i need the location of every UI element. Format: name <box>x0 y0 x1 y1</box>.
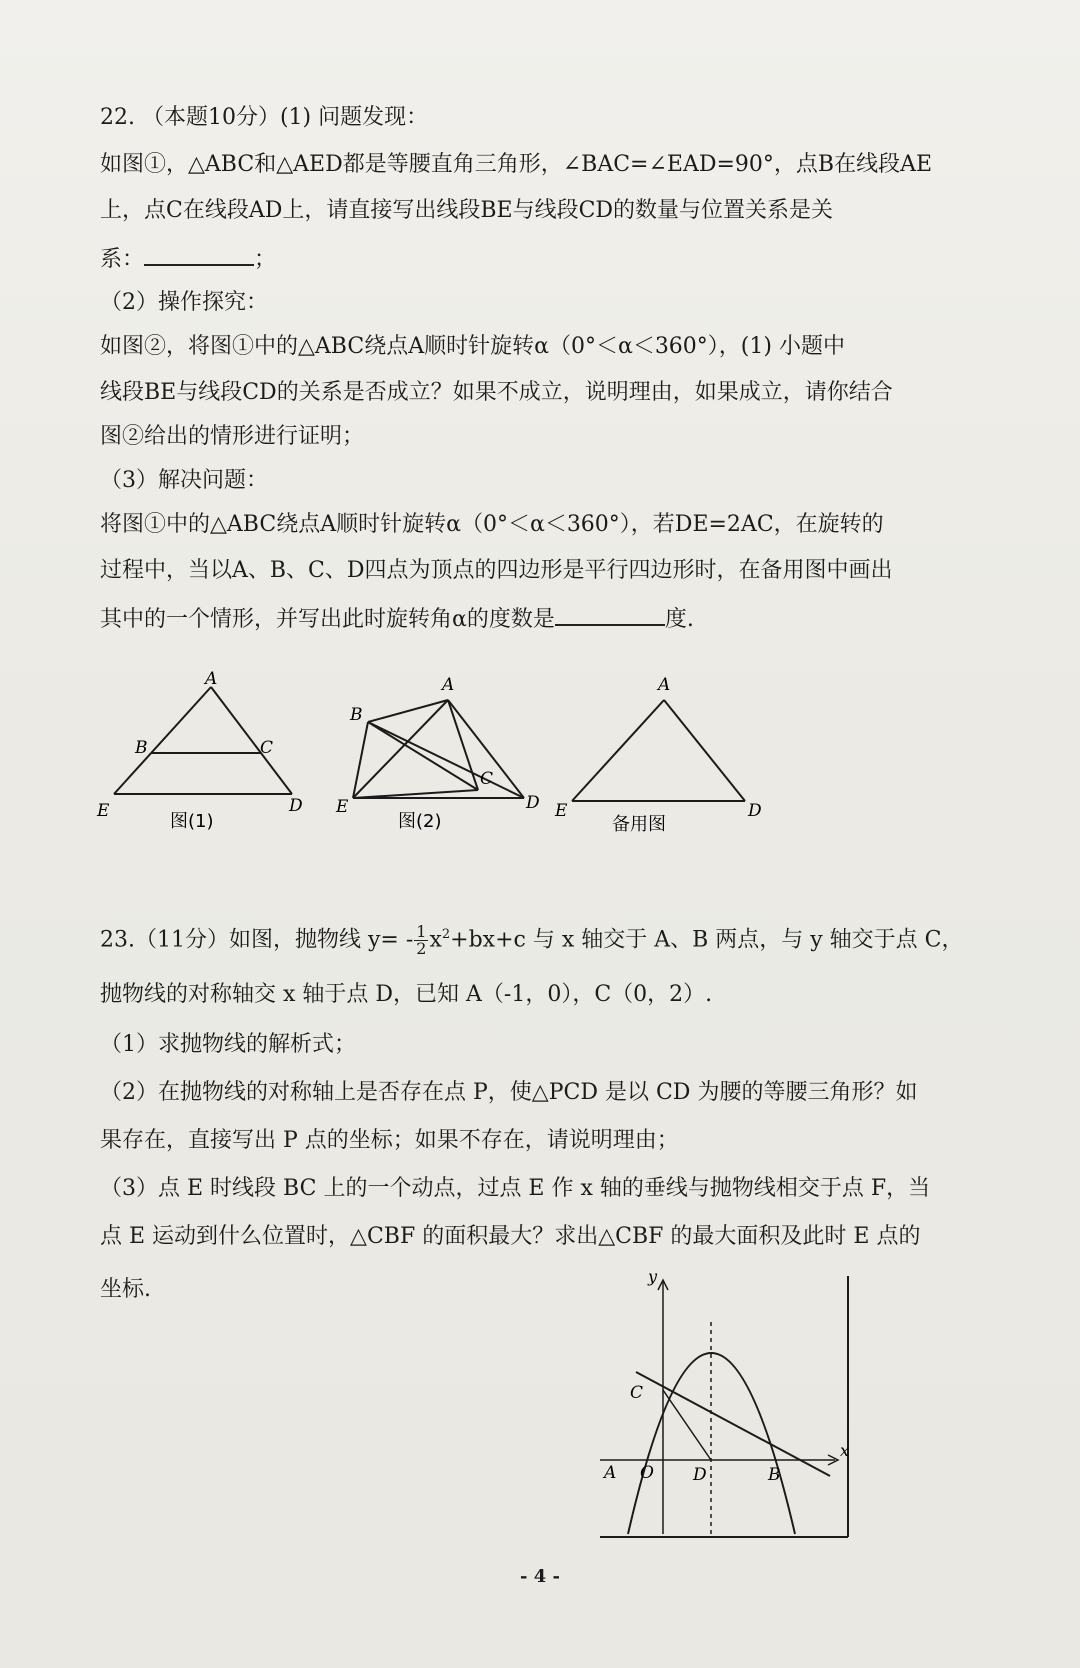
q22-p3-line1: 将图①中的△ABC绕点A顺时针旋转α（0°＜α＜360°），若DE=2AC，在旋转的 <box>100 512 884 537</box>
q23-line1-sup: 2 <box>441 927 451 942</box>
line-cd <box>663 1390 711 1460</box>
graph-label-o: O <box>640 1463 654 1483</box>
q23-part1: （1）求抛物线的解析式； <box>100 1032 356 1057</box>
q22-title: 22. （本题10分）(1) 问题发现： <box>100 105 429 130</box>
q22-p1-line2: 上，点C在线段AD上，请直接写出线段BE与线段CD的数量与位置关系是关 <box>100 198 834 223</box>
fig1-label-a: A <box>205 670 218 689</box>
q23-line1-post: +bx+c 与 x 轴交于 A、B 两点，与 y 轴交于点 C， <box>450 927 964 953</box>
q22-p1-line3 <box>100 242 920 275</box>
fig2-caption: 图(2) <box>398 811 442 832</box>
q22-p3-line3 <box>100 602 920 635</box>
q22-s3-title: （3）解决问题： <box>100 468 268 493</box>
fraction-denominator: 2 <box>416 938 427 958</box>
answer-blank-2[interactable] <box>555 602 665 626</box>
q22-p3-line2: 过程中，当以A、B、C、D四点为顶点的四边形是平行四边形时，在备用图中画出 <box>100 558 893 583</box>
answer-blank-1[interactable] <box>144 242 254 266</box>
fig2-label-a: A <box>442 675 455 695</box>
q23-part3-line1: （3）点 E 时线段 BC 上的一个动点，过点 E 作 x 轴的垂线与抛物线相交于点 F，当 <box>100 1176 931 1201</box>
q23-part3-line3: 坐标. <box>100 1277 151 1302</box>
q22-p2-line2: 线段BE与线段CD的关系是否成立？如果不成立，说明理由，如果成立，请你结合 <box>100 380 893 405</box>
fig2-label-d: D <box>526 793 540 813</box>
fig3-label-a: A <box>658 675 671 695</box>
fraction-numerator: 1 <box>416 921 427 941</box>
graph-label-a: A <box>604 1463 617 1483</box>
fig2-label-e: E <box>336 797 349 817</box>
figure-spare <box>572 700 745 801</box>
q23-part2-line2: 果存在，直接写出 P 点的坐标；如果不存在，请说明理由； <box>100 1128 679 1153</box>
q23-part3-line2: 点 E 运动到什么位置时，△CBF 的面积最大？求出△CBF 的最大面积及此时 E 点的 <box>100 1224 921 1249</box>
fig1-caption: 图(1) <box>170 811 214 832</box>
q23-line1-x: x <box>429 927 442 953</box>
fig3-caption: 备用图 <box>612 814 666 835</box>
q22-p1-line3-end: ； <box>254 247 277 272</box>
q22-s2-title: （2）操作探究： <box>100 290 268 315</box>
graph-label-y: y <box>648 1267 658 1286</box>
graph-label-c: C <box>630 1383 644 1403</box>
fig3-label-e: E <box>555 801 568 821</box>
figure-2 <box>353 700 524 798</box>
q22-p1-line1: 如图①，△ABC和△AED都是等腰直角三角形，∠BAC=∠EAD=90°，点B在线段AE <box>100 152 933 177</box>
fig2-label-b: B <box>350 705 363 725</box>
fig2-label-c: C <box>480 769 494 789</box>
q23-graph <box>590 1262 860 1552</box>
q22-p1-line3-text: 系： <box>100 247 145 272</box>
q23-line1 <box>100 920 964 958</box>
q22-p2-line3: 图②给出的情形进行证明； <box>100 424 365 449</box>
q22-p3-line3-end: 度. <box>664 607 694 632</box>
q23-line2: 抛物线的对称轴交 x 轴于点 D，已知 A（-1，0），C（0，2）. <box>100 982 713 1007</box>
fig3-label-d: D <box>748 801 762 821</box>
q23-part2-line1: （2）在抛物线的对称轴上是否存在点 P，使△PCD 是以 CD 为腰的等腰三角形？如 <box>100 1080 918 1105</box>
fig1-label-c: C <box>260 738 274 758</box>
fig1-label-d: D <box>289 796 303 816</box>
graph-label-x: x <box>840 1441 850 1460</box>
q22-p2-line1: 如图②，将图①中的△ABC绕点A顺时针旋转α（0°＜α＜360°），(1) 小题中 <box>100 334 845 359</box>
fraction-one-half <box>414 921 428 958</box>
q23-line1-pre: 23.（11分）如图，抛物线 y= - <box>100 927 414 953</box>
q22-p3-line3-text: 其中的一个情形，并写出此时旋转角α的度数是 <box>100 607 555 632</box>
page-number: - 4 - <box>520 1566 560 1587</box>
fig1-label-b: B <box>135 738 148 758</box>
graph-label-b: B <box>768 1465 781 1485</box>
q22-figures <box>0 670 1080 850</box>
graph-label-d: D <box>693 1465 707 1485</box>
fig1-label-e: E <box>97 801 110 821</box>
